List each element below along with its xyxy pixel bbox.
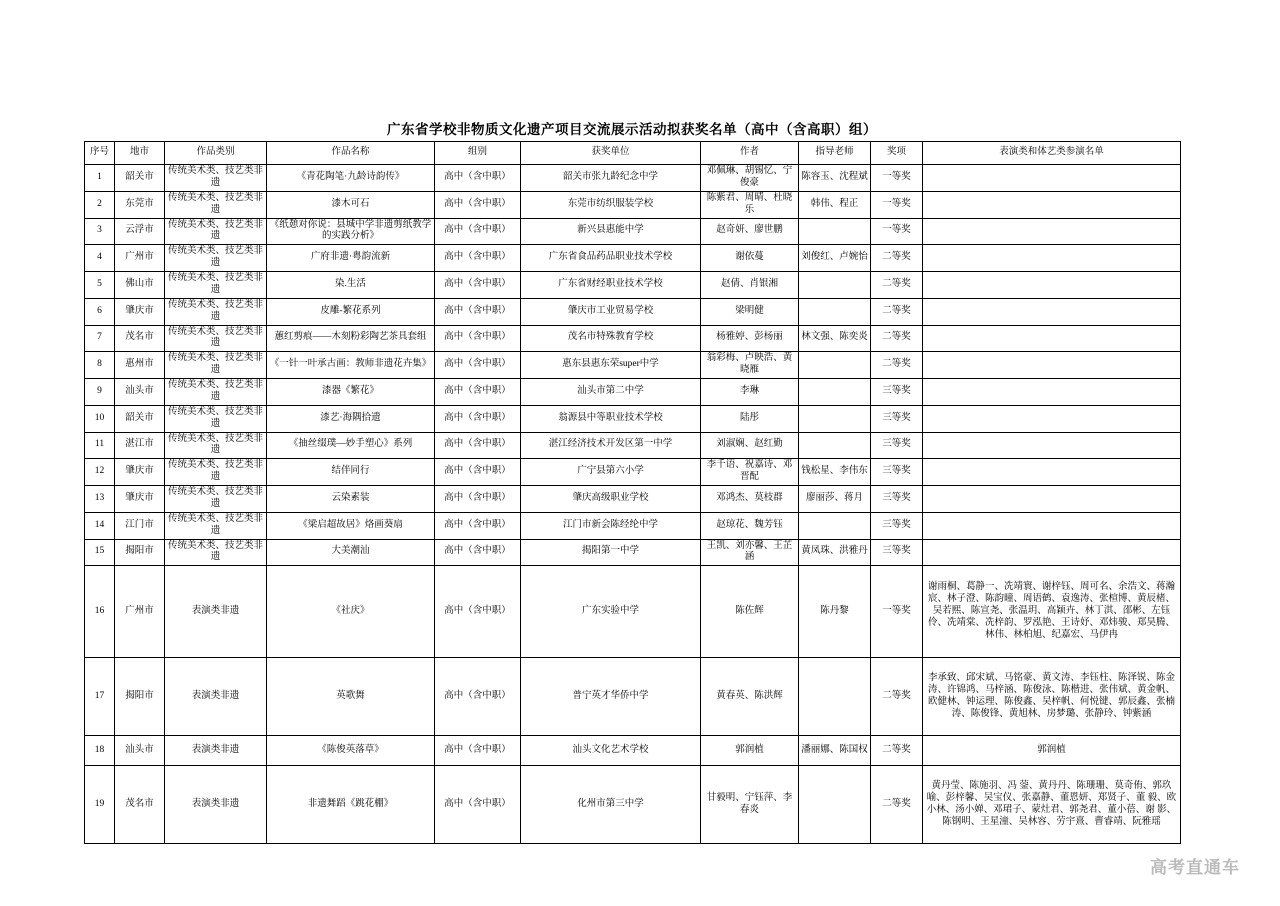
cell-group: 高中（含中职）	[435, 512, 521, 539]
cell-group: 高中（含中职）	[435, 272, 521, 299]
cell-performers	[923, 245, 1181, 272]
cell-category: 表演类非遗	[165, 736, 267, 766]
cell-teacher: 林文强、陈奕炎	[799, 325, 871, 352]
cell-no: 3	[85, 218, 115, 245]
cell-author: 赵琼花、魏芳钰	[701, 512, 799, 539]
cell-city: 广州市	[115, 566, 165, 658]
cell-city: 揭阳市	[115, 539, 165, 566]
cell-city: 茂名市	[115, 766, 165, 844]
column-header-teacher: 指导老师	[799, 142, 871, 165]
cell-group: 高中（含中职）	[435, 459, 521, 486]
column-header-unit: 获奖单位	[521, 142, 701, 165]
cell-group: 高中（含中职）	[435, 298, 521, 325]
cell-group: 高中（含中职）	[435, 658, 521, 736]
cell-category: 传统美术类、技艺类非遗	[165, 539, 267, 566]
cell-unit: 化州市第三中学	[521, 766, 701, 844]
cell-work-name: 《梁启超故居》烙画葵扇	[267, 512, 435, 539]
cell-city: 云浮市	[115, 218, 165, 245]
cell-author: 邓鸿杰、莫枝群	[701, 486, 799, 513]
cell-award: 三等奖	[871, 379, 923, 406]
cell-city: 肇庆市	[115, 486, 165, 513]
cell-no: 9	[85, 379, 115, 406]
cell-teacher: 黄凤珠、洪雅丹	[799, 539, 871, 566]
cell-teacher	[799, 352, 871, 379]
cell-unit: 韶关市张九龄纪念中学	[521, 165, 701, 192]
cell-teacher: 刘俊红、卢婉怡	[799, 245, 871, 272]
cell-teacher: 陈容玉、沈程斌	[799, 165, 871, 192]
cell-city: 茂名市	[115, 325, 165, 352]
cell-no: 8	[85, 352, 115, 379]
cell-group: 高中（含中职）	[435, 165, 521, 192]
cell-no: 16	[85, 566, 115, 658]
cell-work-name: 结伴同行	[267, 459, 435, 486]
cell-group: 高中（含中职）	[435, 218, 521, 245]
cell-city: 湛江市	[115, 432, 165, 459]
cell-performers	[923, 298, 1181, 325]
cell-category: 表演类非遗	[165, 766, 267, 844]
cell-author: 陆彤	[701, 405, 799, 432]
cell-performers	[923, 405, 1181, 432]
cell-author: 王凯、刘亦馨、王芷涵	[701, 539, 799, 566]
table-row	[85, 352, 1181, 379]
column-header-city: 地市	[115, 142, 165, 165]
cell-work-name: 皮雕-繁花系列	[267, 298, 435, 325]
cell-work-name: 蕙红剪痕——木刻粉彩陶艺茶具套组	[267, 325, 435, 352]
cell-unit: 新兴县惠能中学	[521, 218, 701, 245]
cell-award: 三等奖	[871, 432, 923, 459]
cell-award: 二等奖	[871, 325, 923, 352]
cell-no: 19	[85, 766, 115, 844]
cell-award: 三等奖	[871, 405, 923, 432]
column-header-performers: 表演类和体艺类参演名单	[923, 142, 1181, 165]
cell-author: 甘毅明、宁钰萍、李春炎	[701, 766, 799, 844]
cell-group: 高中（含中职）	[435, 539, 521, 566]
cell-author: 翁彩梅、卢映浩、黄晓雁	[701, 352, 799, 379]
table-row	[85, 432, 1181, 459]
cell-group: 高中（含中职）	[435, 245, 521, 272]
cell-author: 陈佐辉	[701, 566, 799, 658]
cell-teacher: 廖丽莎、蒋月	[799, 486, 871, 513]
table-row	[85, 218, 1181, 245]
cell-performers	[923, 272, 1181, 299]
cell-city: 韶关市	[115, 165, 165, 192]
cell-work-name: 《抽丝缀璞—妙手塑心》系列	[267, 432, 435, 459]
cell-no: 1	[85, 165, 115, 192]
cell-group: 高中（含中职）	[435, 736, 521, 766]
cell-work-name: 漆木可石	[267, 191, 435, 218]
cell-group: 高中（含中职）	[435, 566, 521, 658]
cell-unit: 惠东县惠东荣super中学	[521, 352, 701, 379]
column-header-award: 奖项	[871, 142, 923, 165]
cell-no: 7	[85, 325, 115, 352]
cell-unit: 湛江经济技术开发区第一中学	[521, 432, 701, 459]
cell-category: 传统美术类、技艺类非遗	[165, 272, 267, 299]
cell-unit: 肇庆高级职业学校	[521, 486, 701, 513]
cell-performers	[923, 512, 1181, 539]
cell-city: 惠州市	[115, 352, 165, 379]
cell-group: 高中（含中职）	[435, 766, 521, 844]
cell-unit: 广东省财经职业技术学校	[521, 272, 701, 299]
table-row	[85, 272, 1181, 299]
cell-no: 11	[85, 432, 115, 459]
table-row	[85, 486, 1181, 513]
cell-category: 传统美术类、技艺类非遗	[165, 245, 267, 272]
cell-work-name: 漆艺·海隅拾遗	[267, 405, 435, 432]
cell-performers	[923, 486, 1181, 513]
cell-city: 汕头市	[115, 736, 165, 766]
cell-performers	[923, 352, 1181, 379]
cell-teacher: 陈丹黎	[799, 566, 871, 658]
cell-unit: 江门市新会陈经纶中学	[521, 512, 701, 539]
cell-category: 传统美术类、技艺类非遗	[165, 191, 267, 218]
cell-category: 传统美术类、技艺类非遗	[165, 325, 267, 352]
table-row	[85, 191, 1181, 218]
cell-award: 二等奖	[871, 245, 923, 272]
table-row	[85, 459, 1181, 486]
column-header-no: 序号	[85, 142, 115, 165]
cell-performers	[923, 432, 1181, 459]
cell-city: 韶关市	[115, 405, 165, 432]
cell-city: 肇庆市	[115, 298, 165, 325]
cell-performers	[923, 191, 1181, 218]
cell-author: 黄春英、陈洪辉	[701, 658, 799, 736]
cell-work-name: 漆器《繁花》	[267, 379, 435, 406]
cell-work-name: 非遗舞蹈《跳花棚》	[267, 766, 435, 844]
table-header-row	[85, 142, 1181, 165]
cell-city: 肇庆市	[115, 459, 165, 486]
cell-author: 杨雅婷、彭杨丽	[701, 325, 799, 352]
cell-group: 高中（含中职）	[435, 405, 521, 432]
cell-category: 传统美术类、技艺类非遗	[165, 352, 267, 379]
cell-performers: 谢雨桐、葛静一、冼靖寰、谢梓钰、周可名、余浩文、蒋瀚宸、林子澄、陈韵曈、周语鹤、袁逸涛、张楦博、黄辰楮、吴若熙、陈宣尧、张温玥、高颖卉、林丁淇、邵彬、左钰伶、冼靖棠、冼梓韵、罗泓艳、王诗妤、邓炜骏、郑昊腾、林伟、林柏旭、纪嘉宏、马伊冉	[923, 566, 1181, 658]
cell-author: 刘淑娴、赵红勤	[701, 432, 799, 459]
cell-award: 三等奖	[871, 539, 923, 566]
cell-teacher	[799, 432, 871, 459]
cell-performers	[923, 459, 1181, 486]
cell-performers: 郭润植	[923, 736, 1181, 766]
cell-category: 传统美术类、技艺类非遗	[165, 486, 267, 513]
page-title: 广东省学校非物质文化遗产项目交流展示活动拟获奖名单（高中（含高职）组）	[387, 122, 877, 137]
cell-award: 一等奖	[871, 566, 923, 658]
cell-work-name: 染.生活	[267, 272, 435, 299]
cell-award: 一等奖	[871, 165, 923, 192]
cell-performers	[923, 325, 1181, 352]
cell-unit: 揭阳第一中学	[521, 539, 701, 566]
table-row	[85, 245, 1181, 272]
cell-no: 6	[85, 298, 115, 325]
cell-city: 揭阳市	[115, 658, 165, 736]
cell-work-name: 《社庆》	[267, 566, 435, 658]
cell-work-name: 英歌舞	[267, 658, 435, 736]
cell-performers	[923, 218, 1181, 245]
cell-category: 传统美术类、技艺类非遗	[165, 218, 267, 245]
cell-category: 表演类非遗	[165, 566, 267, 658]
cell-work-name: 大美潮汕	[267, 539, 435, 566]
cell-work-name: 《陈俊英落草》	[267, 736, 435, 766]
cell-teacher	[799, 379, 871, 406]
cell-performers: 黄丹莹、陈施羽、冯 蓥、黄丹丹、陈珊珊、莫奇侑、郭玖喻、彭梓馨、吴宝仪、张嘉静、董恩妍、郑贤子、董 毅、欧小林、汤小婵、邓珺子、蒙灶君、郭尧君、董小蓓、谢 影、陈钢明、王星潼、吴林容、劳宇熹、曹睿靖、阮雅瑶	[923, 766, 1181, 844]
cell-group: 高中（含中职）	[435, 352, 521, 379]
cell-award: 二等奖	[871, 766, 923, 844]
cell-teacher	[799, 512, 871, 539]
cell-no: 13	[85, 486, 115, 513]
table-row	[85, 539, 1181, 566]
cell-teacher	[799, 658, 871, 736]
cell-author: 郭润植	[701, 736, 799, 766]
table-row	[85, 325, 1181, 352]
cell-group: 高中（含中职）	[435, 486, 521, 513]
cell-work-name: 《一针一叶承古画：教师非遗花卉集》	[267, 352, 435, 379]
column-header-work-name: 作品名称	[267, 142, 435, 165]
cell-category: 传统美术类、技艺类非遗	[165, 165, 267, 192]
cell-group: 高中（含中职）	[435, 432, 521, 459]
cell-group: 高中（含中职）	[435, 191, 521, 218]
cell-performers	[923, 539, 1181, 566]
cell-author: 赵倩、肖银湘	[701, 272, 799, 299]
cell-unit: 普宁英才华侨中学	[521, 658, 701, 736]
cell-award: 二等奖	[871, 736, 923, 766]
column-header-author: 作者	[701, 142, 799, 165]
cell-category: 传统美术类、技艺类非遗	[165, 379, 267, 406]
table-row	[85, 405, 1181, 432]
cell-category: 传统美术类、技艺类非遗	[165, 298, 267, 325]
cell-author: 李千语、祝嘉诗、邓晋配	[701, 459, 799, 486]
cell-award: 二等奖	[871, 352, 923, 379]
cell-author: 谢依蔓	[701, 245, 799, 272]
cell-award: 二等奖	[871, 298, 923, 325]
cell-award: 三等奖	[871, 459, 923, 486]
cell-work-name: 《纸憩对你说：县城中学非遗剪纸教学的实践分析》	[267, 218, 435, 245]
cell-no: 17	[85, 658, 115, 736]
cell-author: 梁明健	[701, 298, 799, 325]
cell-teacher: 韩伟、程正	[799, 191, 871, 218]
cell-category: 传统美术类、技艺类非遗	[165, 432, 267, 459]
cell-unit: 肇庆市工业贸易学校	[521, 298, 701, 325]
cell-performers: 李承致、邱宋斌、马铭豪、黄文涛、李钰柱、陈泽锐、陈金涛、许锦鸿、马梓涵、陈俊泳、陈楷进、张伟斌、黄金帆、欧健林、钟运理、陈俊鑫、吴梓帆、何悦键、郭辰鑫、张楠涛、陈俊锋、黄旭林、房梦璐、张静玲、钟紫涵	[923, 658, 1181, 736]
cell-city: 汕头市	[115, 379, 165, 406]
cell-no: 15	[85, 539, 115, 566]
table-row	[85, 298, 1181, 325]
cell-award: 一等奖	[871, 218, 923, 245]
cell-city: 广州市	[115, 245, 165, 272]
cell-performers	[923, 379, 1181, 406]
cell-teacher	[799, 272, 871, 299]
cell-no: 2	[85, 191, 115, 218]
cell-author: 陈紫君、周晴、杜晓乐	[701, 191, 799, 218]
cell-teacher	[799, 405, 871, 432]
cell-category: 传统美术类、技艺类非遗	[165, 405, 267, 432]
cell-no: 5	[85, 272, 115, 299]
award-list-table	[84, 141, 1181, 844]
cell-city: 江门市	[115, 512, 165, 539]
cell-city: 佛山市	[115, 272, 165, 299]
cell-work-name: 云染素装	[267, 486, 435, 513]
cell-award: 一等奖	[871, 191, 923, 218]
cell-teacher: 潘丽娜、陈国权	[799, 736, 871, 766]
table-row	[85, 766, 1181, 844]
cell-unit: 汕头文化艺术学校	[521, 736, 701, 766]
cell-unit: 广宁县第六小学	[521, 459, 701, 486]
cell-performers	[923, 165, 1181, 192]
cell-author: 李琳	[701, 379, 799, 406]
cell-teacher	[799, 766, 871, 844]
cell-city: 东莞市	[115, 191, 165, 218]
cell-teacher	[799, 218, 871, 245]
table-row	[85, 379, 1181, 406]
cell-unit: 广东实验中学	[521, 566, 701, 658]
watermark: 高考直通车	[1150, 858, 1240, 877]
cell-unit: 广东省食品药品职业技术学校	[521, 245, 701, 272]
column-header-group: 组别	[435, 142, 521, 165]
column-header-category: 作品类别	[165, 142, 267, 165]
cell-group: 高中（含中职）	[435, 379, 521, 406]
cell-group: 高中（含中职）	[435, 325, 521, 352]
cell-no: 10	[85, 405, 115, 432]
cell-teacher	[799, 298, 871, 325]
cell-author: 赵奇妍、廖世鹏	[701, 218, 799, 245]
cell-category: 传统美术类、技艺类非遗	[165, 512, 267, 539]
cell-no: 14	[85, 512, 115, 539]
cell-award: 三等奖	[871, 486, 923, 513]
cell-teacher: 钱松星、李伟东	[799, 459, 871, 486]
cell-category: 表演类非遗	[165, 658, 267, 736]
cell-no: 12	[85, 459, 115, 486]
cell-no: 18	[85, 736, 115, 766]
cell-award: 二等奖	[871, 658, 923, 736]
table-row	[85, 566, 1181, 658]
cell-category: 传统美术类、技艺类非遗	[165, 459, 267, 486]
cell-award: 二等奖	[871, 272, 923, 299]
cell-unit: 翁源县中等职业技术学校	[521, 405, 701, 432]
cell-unit: 汕头市第二中学	[521, 379, 701, 406]
cell-award: 三等奖	[871, 512, 923, 539]
cell-unit: 茂名市特殊教育学校	[521, 325, 701, 352]
cell-work-name: 《青花陶笔·九龄诗韵传》	[267, 165, 435, 192]
table-row	[85, 658, 1181, 736]
table-row	[85, 165, 1181, 192]
cell-no: 4	[85, 245, 115, 272]
table-row	[85, 512, 1181, 539]
cell-work-name: 广府非遗·粤韵流新	[267, 245, 435, 272]
table-row	[85, 736, 1181, 766]
cell-author: 邓佩琳、胡锡忆、宁俊豪	[701, 165, 799, 192]
cell-unit: 东莞市纺织服装学校	[521, 191, 701, 218]
